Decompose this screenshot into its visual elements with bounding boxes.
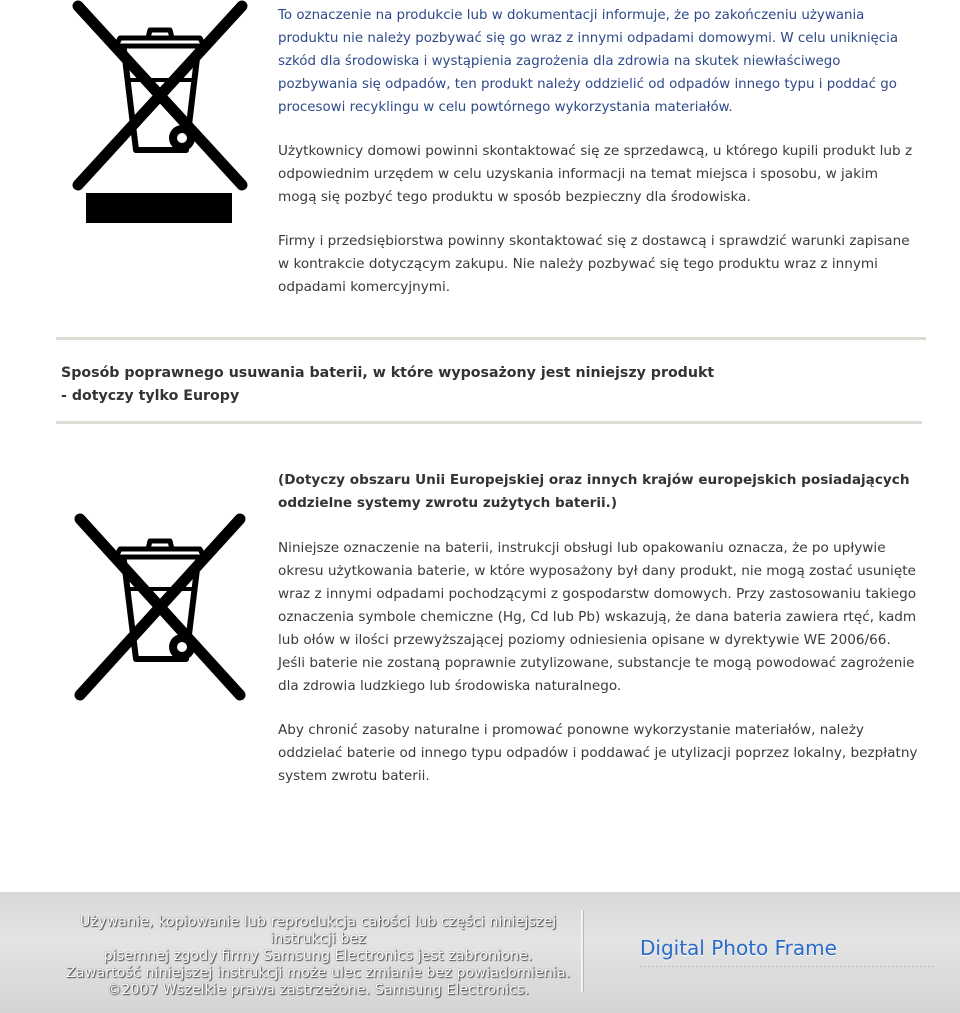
- divider: [56, 337, 926, 340]
- copyright-line: Zawartość niniejszej instrukcji może ulec zmianie bez powiadomienia.: [65, 965, 571, 981]
- crossed-out-wheelie-bin-icon: [74, 513, 246, 701]
- crossed-out-wheelie-bin-icon: [72, 0, 248, 225]
- divider: [56, 421, 922, 424]
- eu-note: (Dotyczy obszaru Unii Europejskiej oraz innych krajów europejskich posiadających oddzielne systemy zwrotu zużytych baterii.): [278, 472, 910, 511]
- copyright-line: pisemnej zgody firmy Samsung Electronics jest zabronione.: [103, 948, 533, 964]
- footer-dashed-line: [640, 966, 936, 967]
- copyright-notice: [58, 914, 578, 999]
- body-paragraph: Firmy i przedsiębiorstwa powinny skontaktować się z dostawcą i sprawdzić warunki zapisane w kontrakcie dotyczącym zakupu. Nie należy pozbywać się tego produktu wraz z innymi odpadami komercyjnymi.: [278, 233, 910, 295]
- section-title: Sposób poprawnego usuwania baterii, w które wyposażony jest niniejszy produkt: [61, 365, 715, 381]
- body-paragraph: Aby chronić zasoby naturalne i promować ponowne wykorzystanie materiałów, należy oddzielać baterie od innego typu odpadów i poddawać je utylizacji poprzez lokalny, bezpłatny system zwrotu baterii.: [278, 722, 918, 784]
- body-paragraph: Użytkownicy domowi powinni skontaktować się ze sprzedawcą, u którego kupili produkt lub z odpowiednim urzędem w celu uzyskania informacji na temat miejsca i sposobu, w jakim mogą się pozbyć tego produktu w sposób bezpieczny dla środowiska.: [278, 143, 913, 205]
- page-footer: [0, 892, 960, 1013]
- copyright-line: Używanie, kopiowanie lub reprodukcja całości lub części niniejszej instrukcji bez: [79, 914, 557, 947]
- footer-separator: [581, 910, 583, 992]
- body-paragraph: To oznaczenie na produkcie lub w dokumentacji informuje, że po zakończeniu używania produktu nie należy pozbywać się go wraz z innymi odpadami domowymi. W celu uniknięcia szkód dla środowiska i wystąpienia zagrożenia dla zdrowia na skutek niewłaściwego pozbywania się odpadów, ten produkt należy oddzielić od odpadów innego typu i poddać go procesowi recyklingu w celu powtórnego wykorzystania materiałów.: [278, 8, 899, 115]
- copyright-line: ©2007 Wszelkie prawa zastrzeżone. Samsung Electronics.: [106, 982, 530, 998]
- product-name: Digital Photo Frame: [640, 936, 837, 960]
- section-subtitle: - dotyczy tylko Europy: [61, 388, 240, 404]
- body-paragraph: Niniejsze oznaczenie na baterii, instrukcji obsługi lub opakowaniu oznacza, że po upływie okresu użytkowania baterie, w które wyposażony był dany produkt, nie mogą zostać usunięte wraz z innymi odpadami pochodzącymi z gospodarstw domowych. Przy zastosowaniu takiego oznaczenia symbole chemiczne (Hg, Cd lub Pb) wskazują, że dana bateria zawiera rtęć, kadm lub ołów w ilości przewyższającej poziomy odniesienia opisane w dyrektywie WE 2006/66. Jeśli baterie nie zostaną poprawnie zutylizowane, substancje te mogą powodować zagrożenie dla zdrowia ludzkiego lub środowiska naturalnego.: [278, 540, 917, 694]
